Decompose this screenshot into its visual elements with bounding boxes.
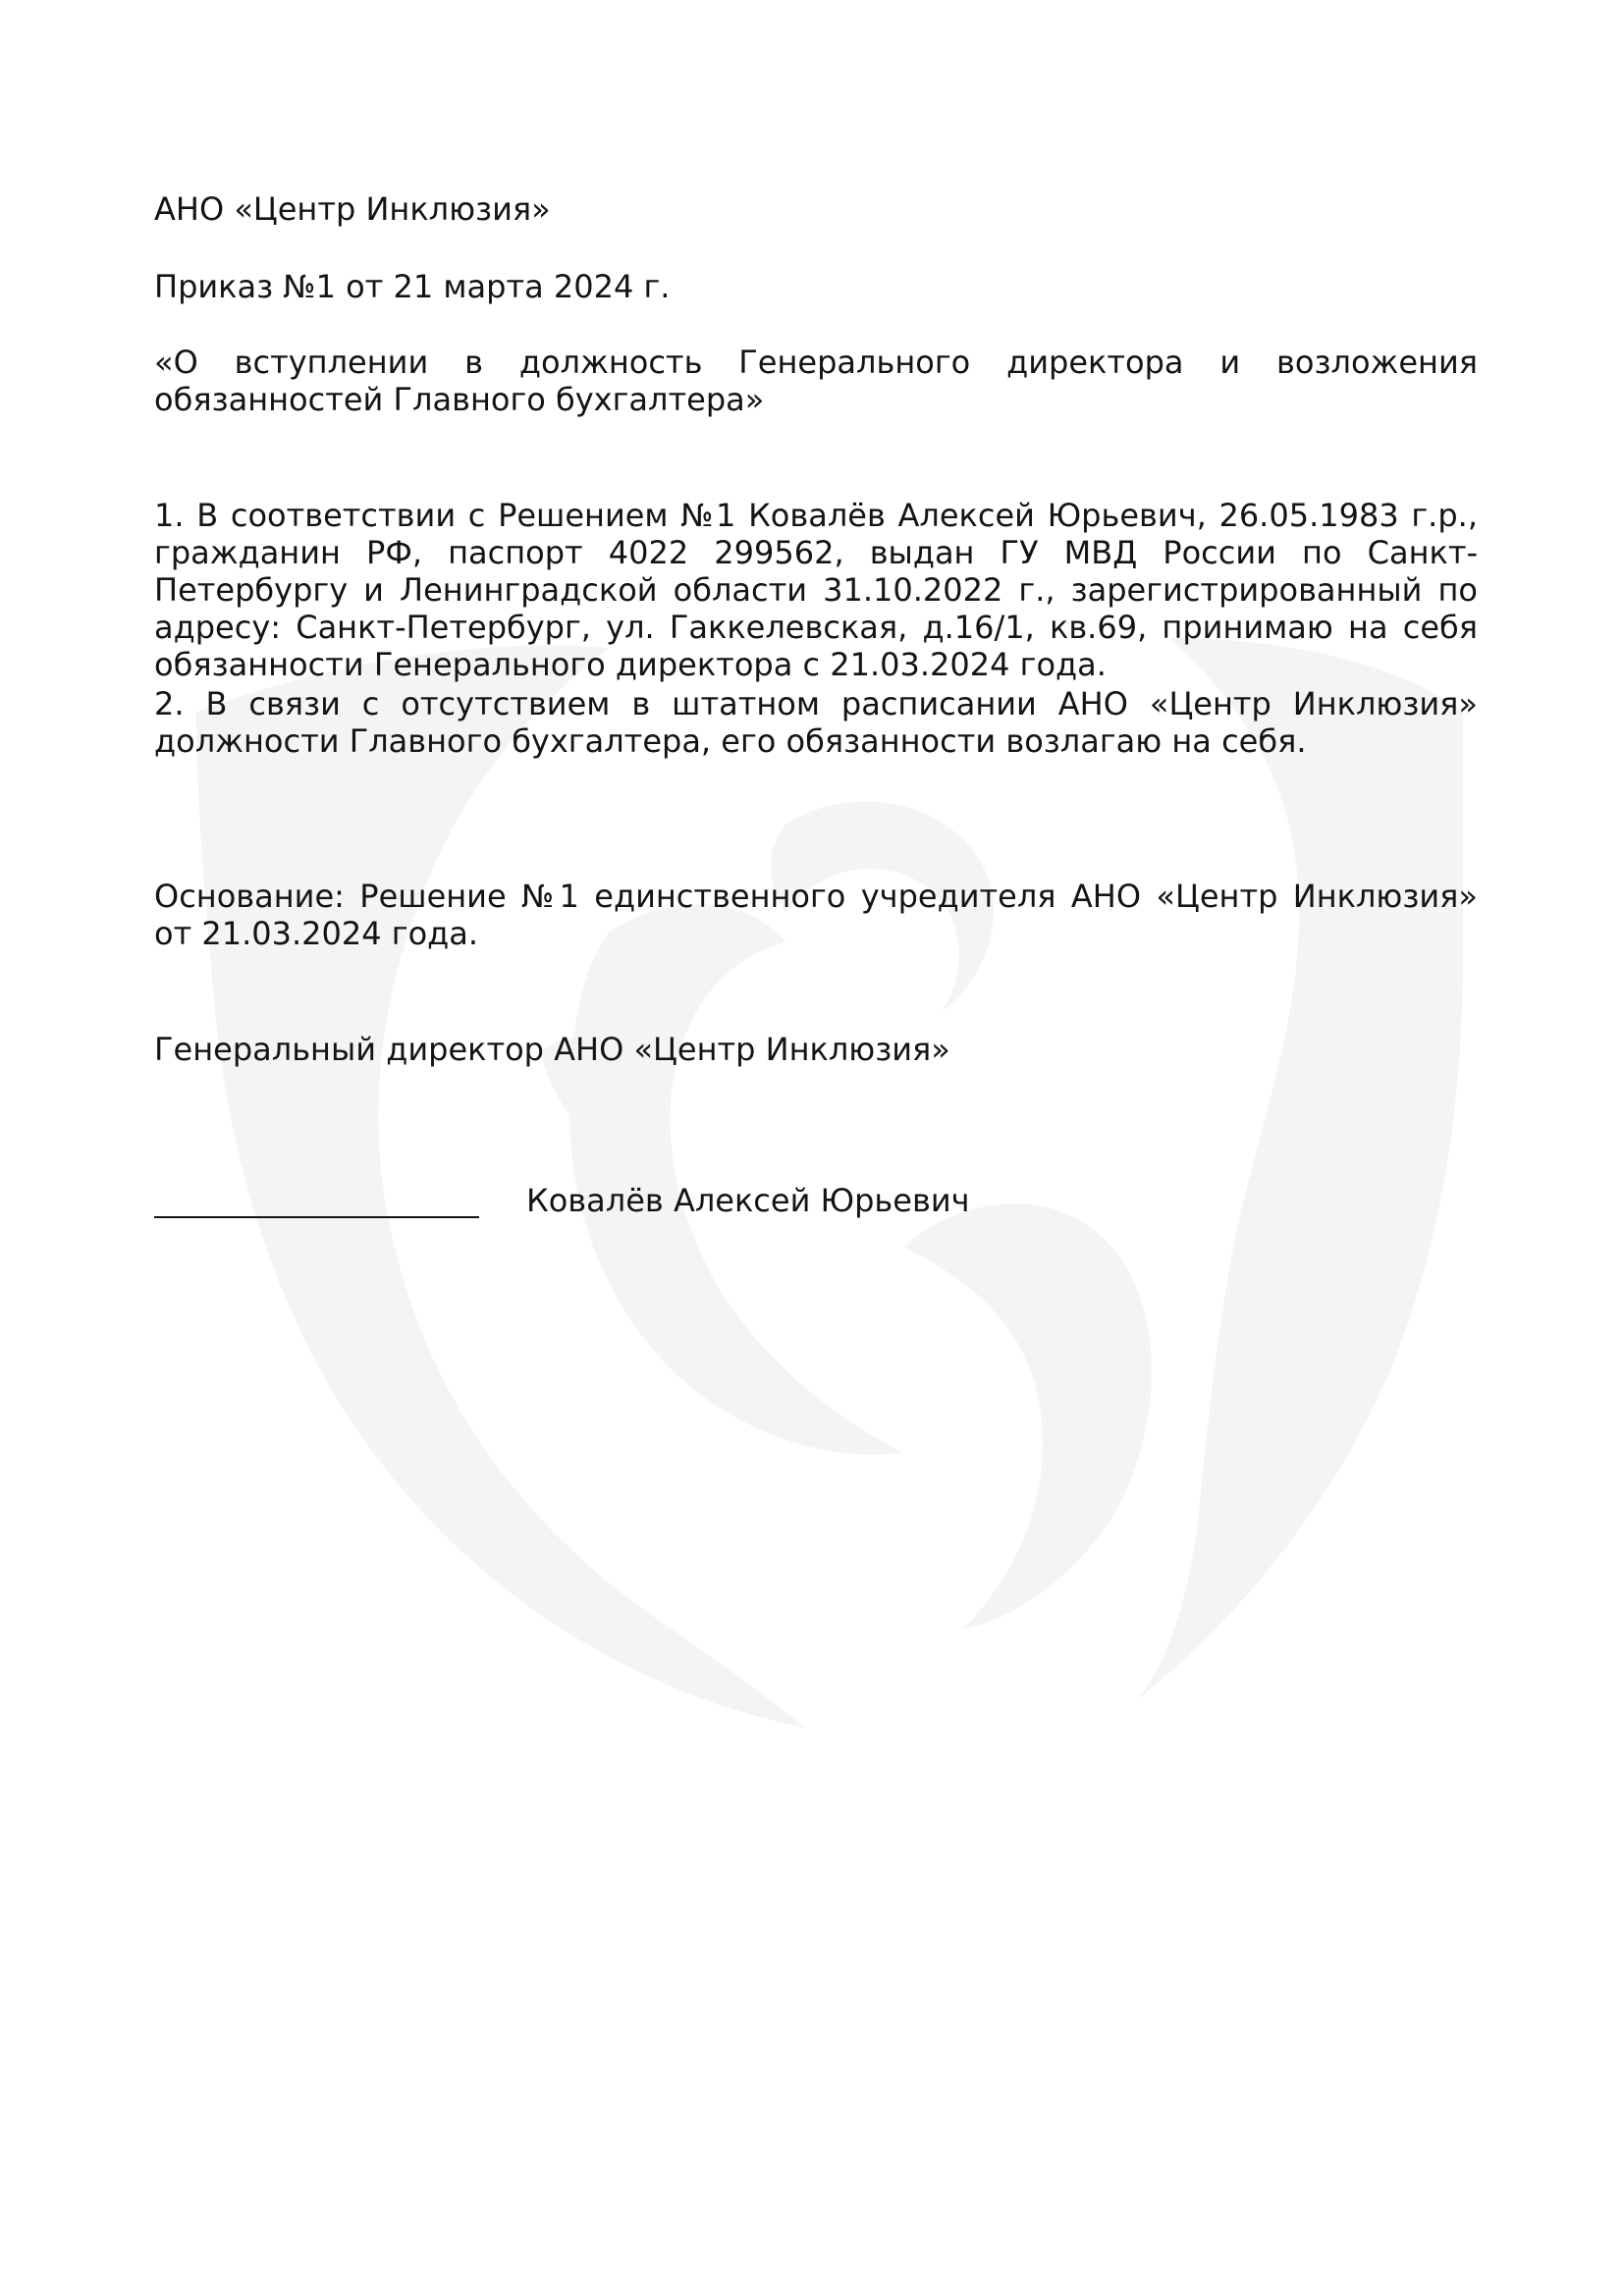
signature-line (154, 1216, 479, 1218)
signer-name: Ковалёв Алексей Юрьевич (526, 1182, 970, 1219)
org-header: АНО «Центр Инклюзия» (154, 190, 551, 228)
signer-title: Генеральный директор АНО «Центр Инклюзия» (154, 1031, 950, 1068)
order-item-1: 1. В соответствии с Решением №1 Ковалёв Алексей Юрьевич, 26.05.1983 г.р., гражданин РФ, паспорт 4022 299562, выдан ГУ МВД России по Санкт-Петербургу и Ленинградской области 31.10.2022 г., зарегистрированный по адресу: Санкт-Петербург, ул. Гаккелевская, д.16/1, кв.69, принимаю на себя обязанности Генерального директора с 21.03.2024 года. (154, 497, 1478, 683)
order-title: Приказ №1 от 21 марта 2024 г. (154, 268, 671, 305)
signature-block (154, 1182, 1478, 1221)
order-item-2: 2. В связи с отсутствием в штатном расписании АНО «Центр Инклюзия» должности Главного бухгалтера, его обязанности возлагаю на себя. (154, 685, 1478, 760)
order-basis: Основание: Решение №1 единственного учредителя АНО «Центр Инклюзия» от 21.03.2024 года. (154, 878, 1478, 952)
order-subject: «О вступлении в должность Генерального директора и возложения обязанностей Главного бухгалтера» (154, 344, 1478, 418)
